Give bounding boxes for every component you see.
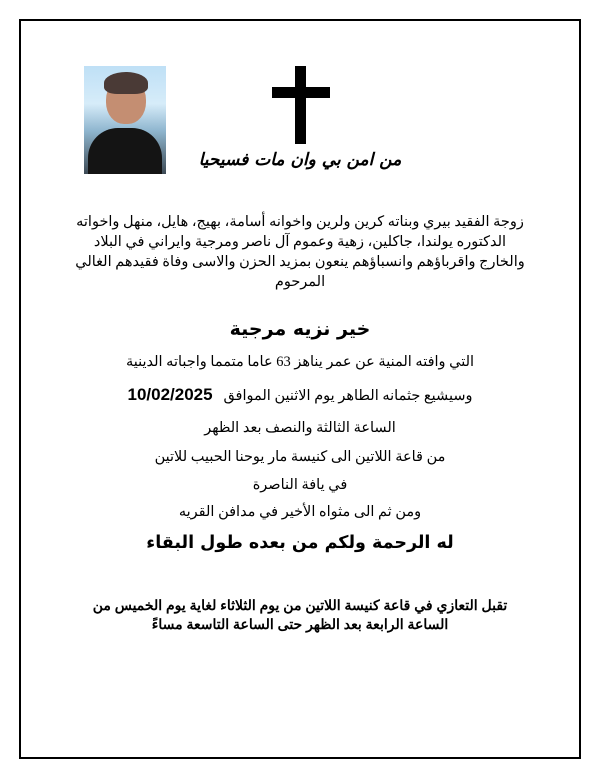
scripture-verse: من امن بي وان مات فسيحيا (198, 150, 402, 170)
closing-condolence: له الرحمة ولكم من بعده طول البقاء (146, 533, 454, 553)
condolence-line: الساعة الرابعة بعد الظهر حتى الساعة التاسعة مساءً (151, 616, 449, 632)
from-line: من قاعة اللاتين الى كنيسة مار يوحنا الحبيب للاتين (154, 449, 446, 465)
funeral-prefix: وسيشيع جثمانه الطاهر يوم الاثنين الموافق (223, 388, 473, 404)
funeral-date: 10/02/2025 (127, 385, 213, 404)
announcement-line: المرحوم (274, 274, 326, 290)
announcement-line: زوجة الفقيد بيري وبناته كرين ولرين واخوانه أسامة، بهيج، هايل، منهل واخواته (76, 214, 524, 230)
cross-icon (272, 66, 330, 144)
condolence-info (40, 596, 560, 634)
time-line: الساعة الثالثة والنصف بعد الظهر (204, 420, 396, 436)
burial-line: ومن ثم الى مثواه الأخير في مدافن القريه (178, 504, 422, 520)
photo-figure-hair (104, 72, 148, 94)
place-line: في يافة الناصرة (252, 477, 348, 493)
funeral-line (40, 385, 560, 405)
photo-figure-body (88, 128, 162, 174)
announcement-line: الدكتوره يولندا، جاكلين، زهية وعموم آل ناصر ومرجية وايراني في البلاد (93, 234, 507, 250)
deceased-name: خير نزيه مرجية (229, 318, 371, 340)
deceased-photo (84, 66, 166, 174)
announcement-paragraph (40, 212, 560, 292)
death-line: التي وافته المنية عن عمر يناهز 63 عاما متمما واجباته الدينية (125, 354, 475, 370)
announcement-line: والخارج واقرباؤهم وانسباؤهم ينعون بمزيد الحزن والاسى وفاة فقيدهم الغالي (75, 254, 525, 270)
condolence-line: تقبل التعازي في قاعة كنيسة اللاتين من يوم الثلاثاء لغاية يوم الخميس من (92, 597, 508, 613)
